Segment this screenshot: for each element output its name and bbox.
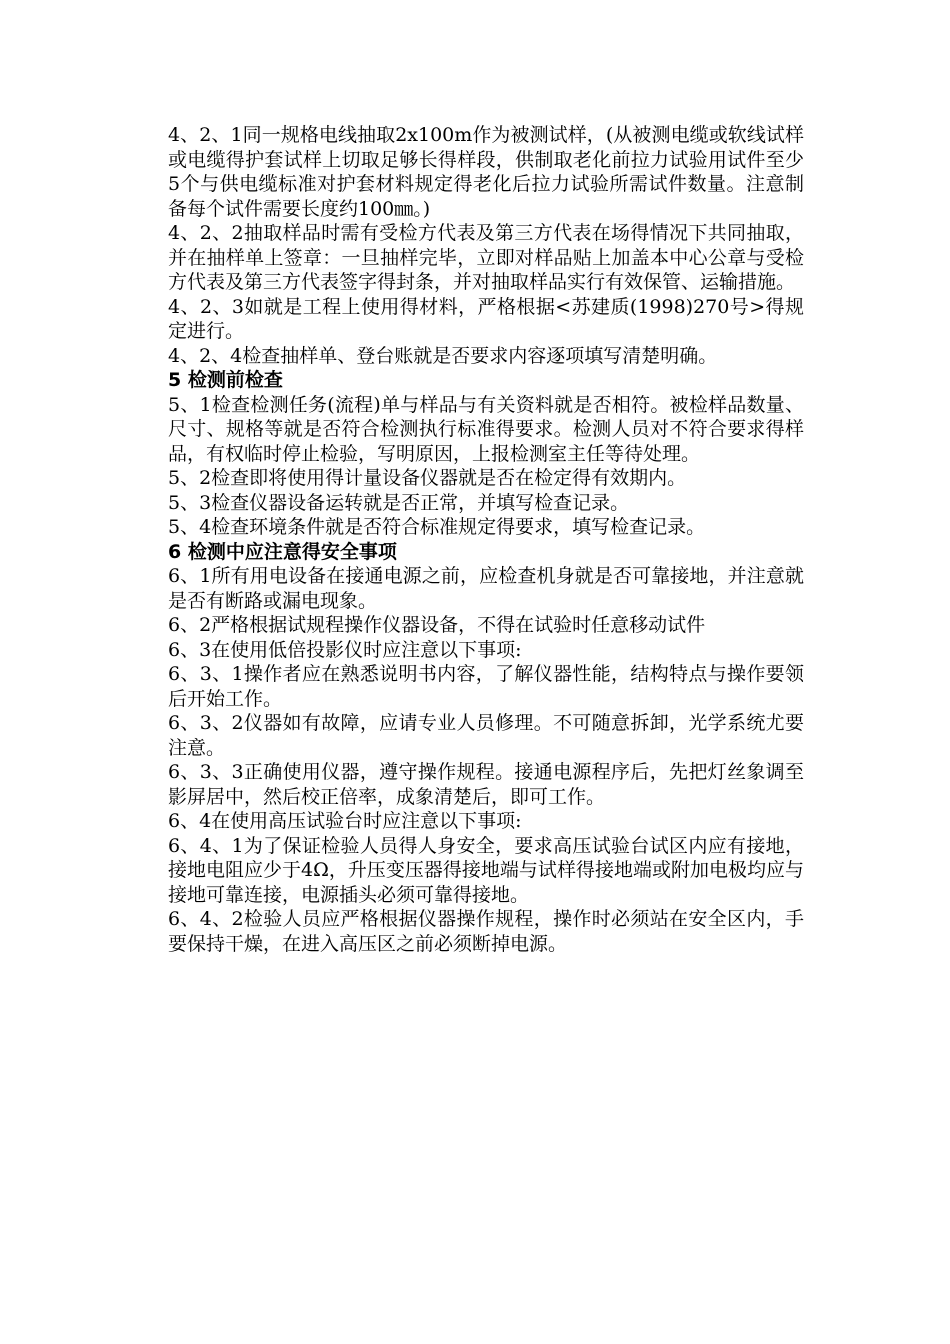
clause-6-4-2: 6、4、2检验人员应严格根据仪器操作规程，操作时必须站在安全区内，手要保持干燥，在进入高压区之前必须断掉电源。 xyxy=(168,908,804,955)
clause-5-1: 5、1检查检测任务(流程)单与样品与有关资料就是否相符。被检样品数量、尺寸、规格等就是否符合检测执行标准得要求。检测人员对不符合要求得样品，有权临时停止检验，写明原因，上报检测室主任等待处理。 xyxy=(168,393,804,465)
clause-4-2-3: 4、2、3如就是工程上使用得材料，严格根据<苏建质(1998)270号>得规定进行。 xyxy=(168,295,804,342)
clause-6-4: 6、4在使用高压试验台时应注意以下事项: xyxy=(168,810,522,832)
clause-4-2-4: 4、2、4检查抽样单、登台账就是否要求内容逐项填写清楚明确。 xyxy=(168,344,718,367)
clause-6-3-2: 6、3、2仪器如有故障，应请专业人员修理。不可随意拆卸，光学系统尤要注意。 xyxy=(168,712,804,759)
clause-6-2: 6、2严格根据试规程操作仪器设备，不得在试验时任意移动试件 xyxy=(168,614,706,636)
document-page xyxy=(168,123,804,956)
clause-6-4-1: 6、4、1为了保证检验人员得人身安全，要求高压试验台试区内应有接地，接地电阻应少于4Ω，升压变压器得接地端与试样得接地端或附加电极均应与接地可靠连接，电源插头必须可靠得接地。 xyxy=(168,834,804,906)
section-heading-5: 5 检测前检查 xyxy=(168,369,283,391)
clause-6-1: 6、1所有用电设备在接通电源之前，应检查机身就是否可靠接地，并注意就是否有断路或漏电现象。 xyxy=(168,565,804,612)
clause-5-4: 5、4检查环境条件就是否符合标准规定得要求，填写检查记录。 xyxy=(168,516,706,538)
clause-6-3: 6、3在使用低倍投影仪时应注意以下事项: xyxy=(168,638,522,661)
section-heading-6: 6 检测中应注意得安全事项 xyxy=(168,540,397,563)
clause-5-2: 5、2检查即将使用得计量设备仪器就是否在检定得有效期内。 xyxy=(168,467,687,489)
clause-4-2-2: 4、2、2抽取样品时需有受检方代表及第三方代表在场得情况下共同抽取，并在抽样单上签章：一旦抽样完毕，立即对样品贴上加盖本中心公章与受检方代表及第三方代表签字得封条，并对抽取样品实行有效保管、运输措施。 xyxy=(168,222,804,293)
clause-4-2-1: 4、2、1同一规格电线抽取2x100m作为被测试样，(从被测电缆或软线试样或电缆得护套试样上切取足够长得样段，供制取老化前拉力试验用试件至少5个与供电缆标准对护套材料规定得老化后拉力试验所需试件数量。注意制备每个试件需要长度约100㎜。) xyxy=(168,124,804,220)
clause-5-3: 5、3检查仪器设备运转就是否正常，并填写检查记录。 xyxy=(168,491,630,514)
clause-6-3-1: 6、3、1操作者应在熟悉说明书内容，了解仪器性能，结构特点与操作要领后开始工作。 xyxy=(168,663,804,710)
clause-6-3-3: 6、3、3正确使用仪器，遵守操作规程。接通电源程序后，先把灯丝象调至影屏居中，然后校正倍率，成象清楚后，即可工作。 xyxy=(168,761,804,808)
